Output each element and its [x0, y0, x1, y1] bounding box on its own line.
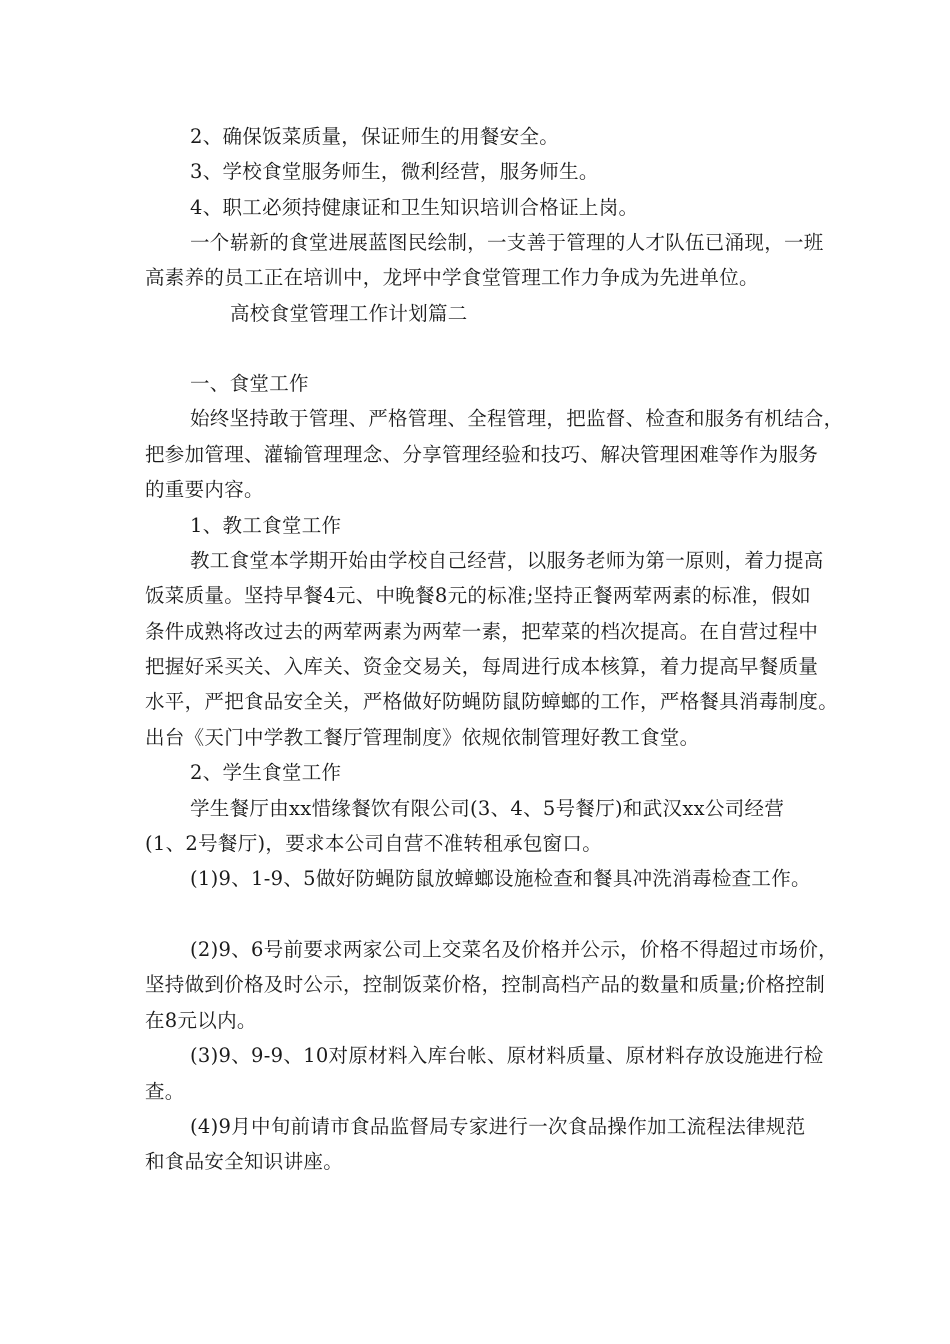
section-title: 高校食堂管理工作计划篇二 — [230, 302, 468, 325]
section-heading: 一、食堂工作 — [190, 372, 309, 395]
paragraph-line: 在8元以内。 — [145, 1009, 257, 1032]
list-item-4: 4、职工必须持健康证和卫生知识培训合格证上岗。 — [190, 196, 639, 219]
paragraph-line: 出台《天门中学教工餐厅管理制度》依规依制管理好教工食堂。 — [145, 726, 700, 749]
paragraph-line: (2)9、6号前要求两家公司上交菜名及价格并公示，价格不得超过市场价， — [190, 938, 838, 961]
paragraph-line: 教工食堂本学期开始由学校自己经营，以服务老师为第一原则，着力提高 — [190, 549, 824, 572]
paragraph-line: (3)9、9-9、10对原材料入库台帐、原材料质量、原材料存放设施进行检 — [190, 1044, 824, 1067]
paragraph-line: 条件成熟将改过去的两荤两素为两荤一素，把荤菜的档次提高。在自营过程中 — [145, 620, 819, 643]
list-item-3: 3、学校食堂服务师生，微利经营，服务师生。 — [190, 160, 599, 183]
subsection-heading: 1、教工食堂工作 — [190, 514, 342, 537]
paragraph-line: 饭菜质量。坚持早餐4元、中晚餐8元的标准;坚持正餐两荤两素的标准，假如 — [145, 584, 811, 607]
paragraph-line: 把握好采买关、入库关、资金交易关，每周进行成本核算，着力提高早餐质量 — [145, 655, 819, 678]
paragraph-line: (1、2号餐厅)，要求本公司自营不准转租承包窗口。 — [145, 832, 603, 855]
paragraph-line: (4)9月中旬前请市食品监督局专家进行一次食品操作加工流程法律规范 — [190, 1115, 806, 1138]
paragraph-line: 高素养的员工正在培训中，龙坪中学食堂管理工作力争成为先进单位。 — [145, 266, 759, 289]
paragraph-line: 和食品安全知识讲座。 — [145, 1150, 344, 1173]
paragraph-line: 坚持做到价格及时公示，控制饭菜价格，控制高档产品的数量和质量;价格控制 — [145, 973, 826, 996]
paragraph-line: 一个崭新的食堂进展蓝图民绘制，一支善于管理的人才队伍已涌现，一班 — [190, 231, 824, 254]
paragraph-line: 学生餐厅由xx惜缘餐饮有限公司(3、4、5号餐厅)和武汉xx公司经营 — [190, 797, 785, 820]
list-item-2: 2、确保饭菜质量，保证师生的用餐安全。 — [190, 125, 560, 148]
paragraph-line: 的重要内容。 — [145, 478, 264, 501]
paragraph-line: 始终坚持敢于管理、严格管理、全程管理，把监督、检查和服务有机结合， — [190, 407, 844, 430]
paragraph-line: 把参加管理、灌输管理理念、分享管理经验和技巧、解决管理困难等作为服务 — [145, 443, 819, 466]
paragraph-line: 查。 — [145, 1080, 185, 1103]
paragraph-line: (1)9、1-9、5做好防蝇防鼠放蟑螂设施检查和餐具冲洗消毒检查工作。 — [190, 867, 811, 890]
paragraph-line: 水平，严把食品安全关，严格做好防蝇防鼠防蟑螂的工作，严格餐具消毒制度。 — [145, 690, 839, 713]
subsection-heading: 2、学生食堂工作 — [190, 761, 342, 784]
